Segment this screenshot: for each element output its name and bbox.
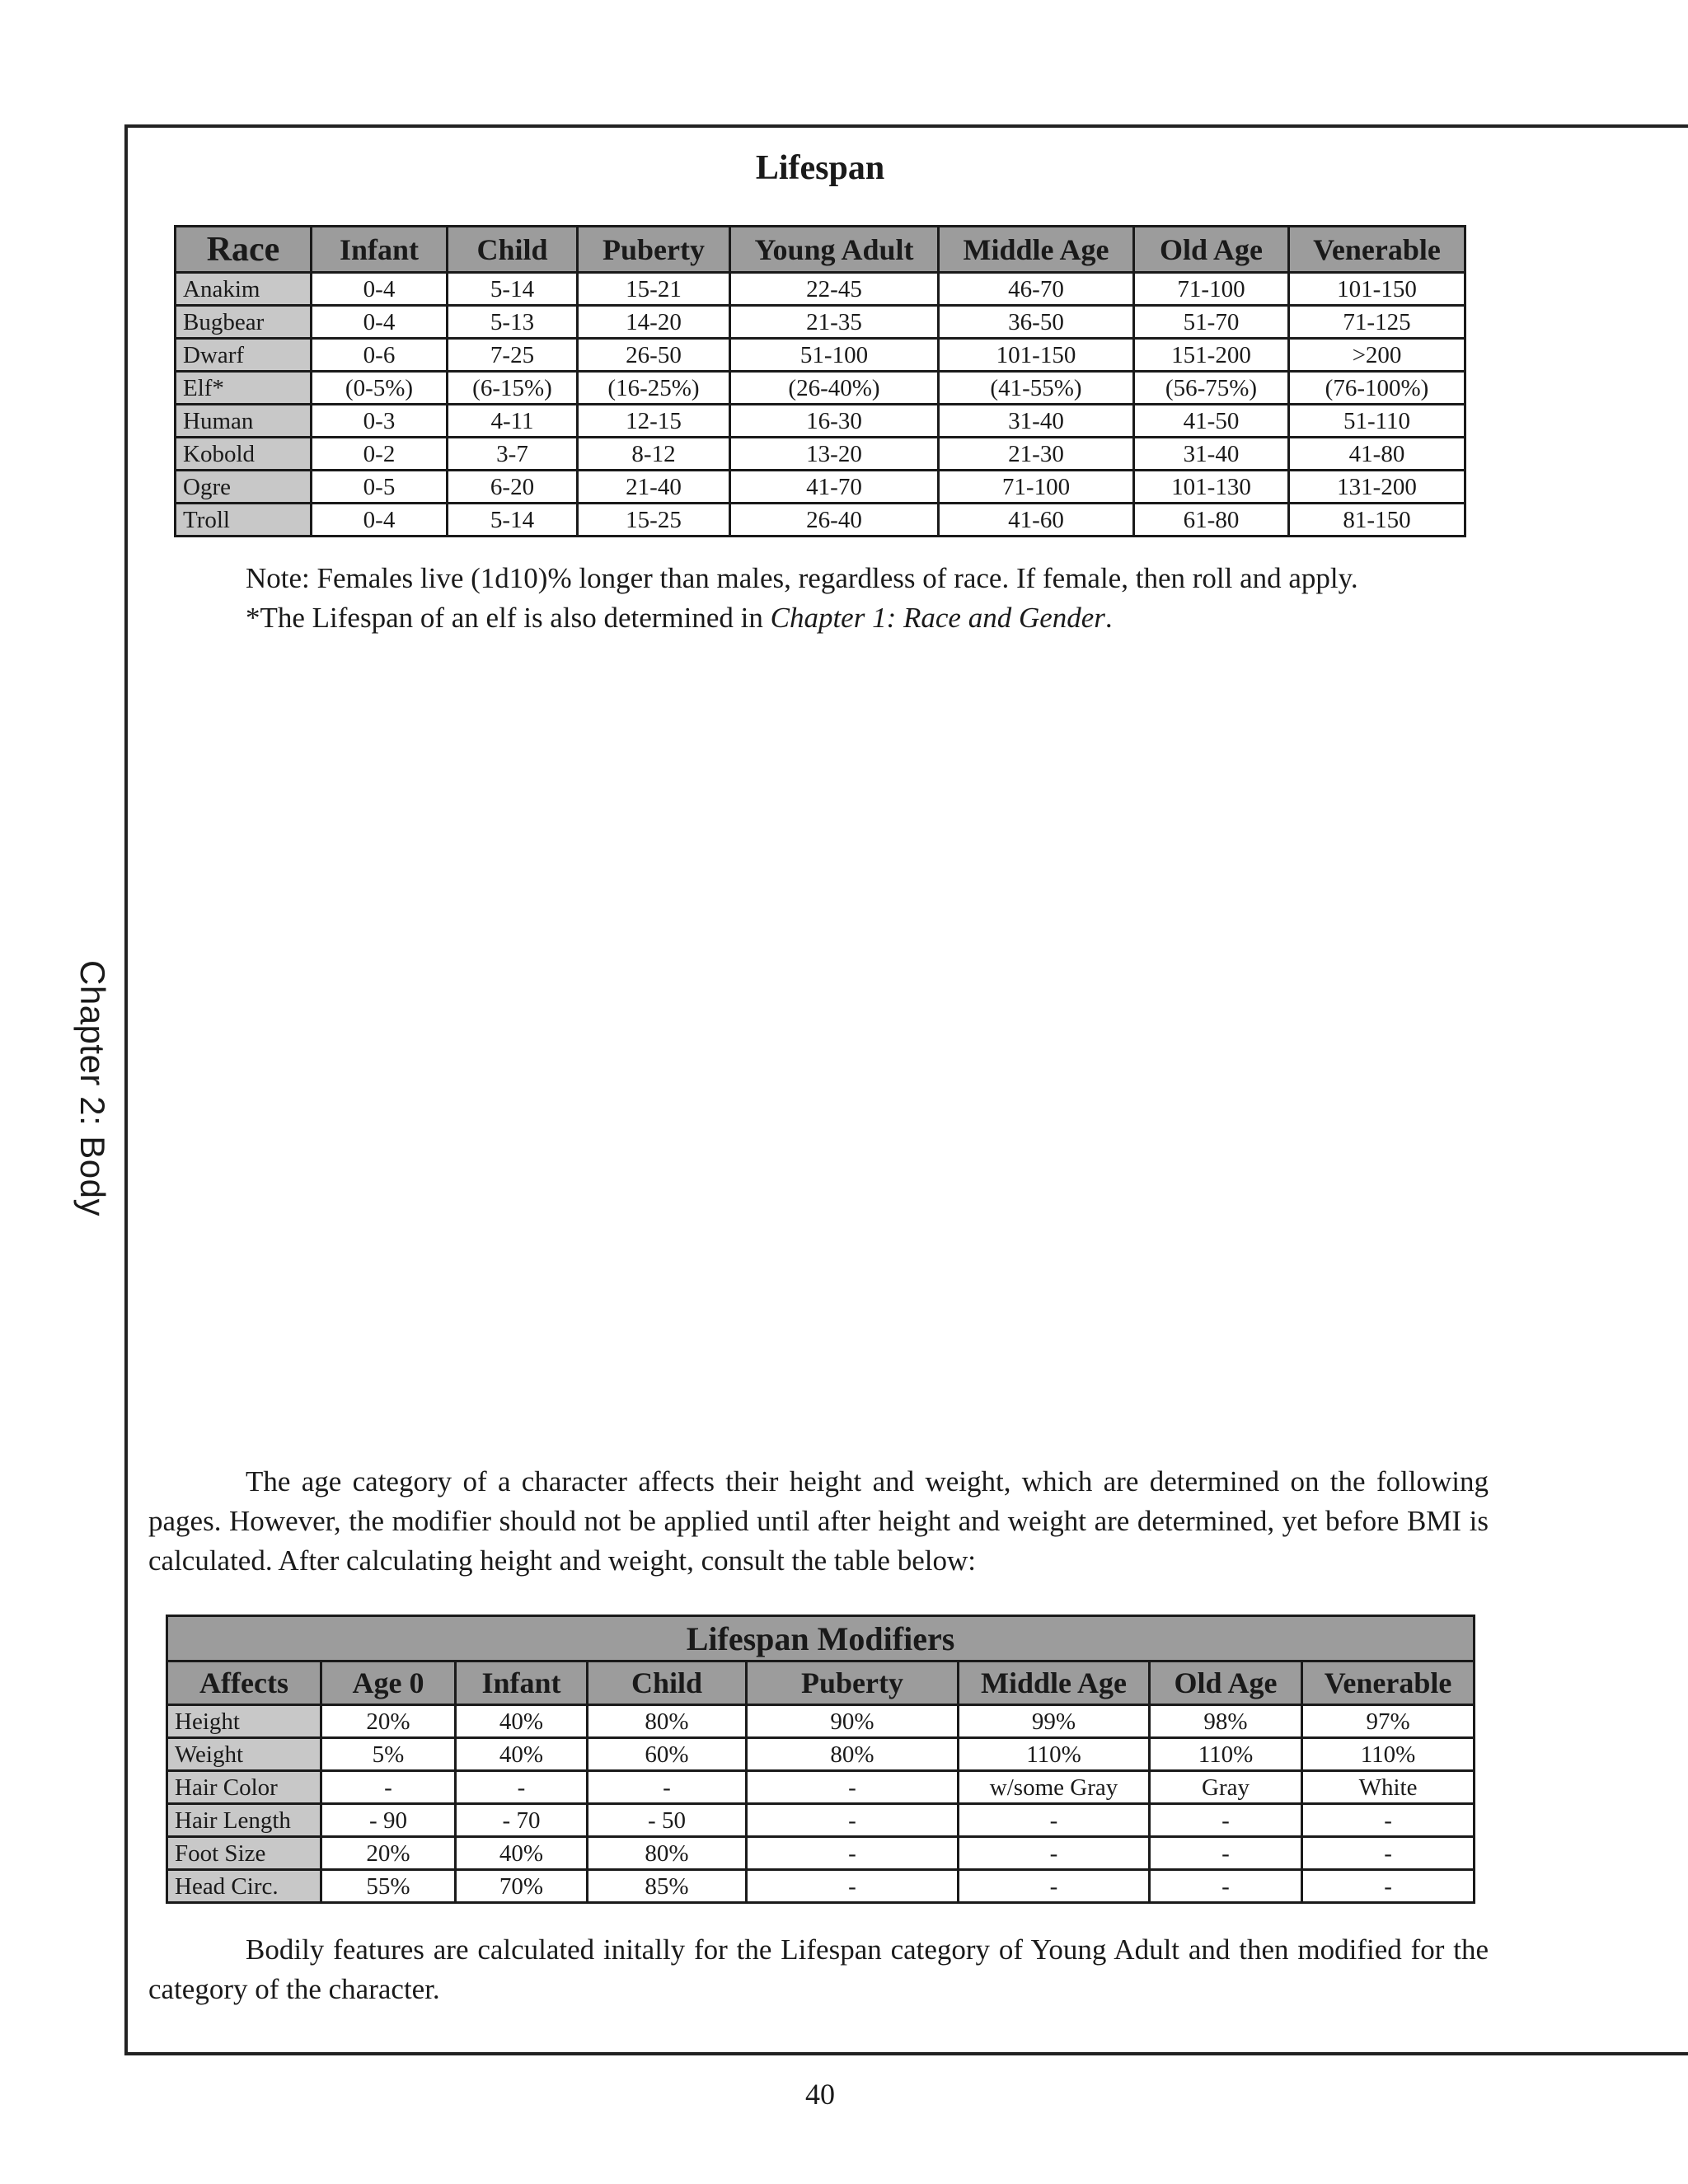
table-cell: 21-30 [939, 438, 1134, 471]
table-cell: 61-80 [1134, 504, 1289, 537]
table-row [167, 1837, 1475, 1870]
table-cell: 101-130 [1134, 471, 1289, 504]
modifiers-header-row [167, 1661, 1475, 1705]
table-cell: 151-200 [1134, 339, 1289, 372]
table-cell: (26-40%) [730, 372, 939, 405]
table-cell: 51-100 [730, 339, 939, 372]
table-cell: 0-4 [312, 504, 448, 537]
table-cell: - [1302, 1870, 1475, 1903]
table-cell: 85% [588, 1870, 747, 1903]
table-cell: 80% [747, 1738, 959, 1771]
table-cell: 41-80 [1289, 438, 1465, 471]
column-header: Old Age [1150, 1661, 1302, 1705]
column-header: Young Adult [730, 227, 939, 273]
table-row [176, 504, 1465, 537]
table-cell: 31-40 [939, 405, 1134, 438]
table-cell: w/some Gray [959, 1771, 1150, 1804]
table-cell: - [747, 1771, 959, 1804]
table-cell: 0-6 [312, 339, 448, 372]
table-cell: - [959, 1804, 1150, 1837]
table-cell: 26-40 [730, 504, 939, 537]
table-cell: 40% [456, 1837, 588, 1870]
bodily-features-paragraph: Bodily features are calculated initally for the Lifespan category of Young Adult and then modified for the category of the character. [148, 1933, 1489, 2005]
table-cell: 22-45 [730, 273, 939, 306]
column-header: Middle Age [939, 227, 1134, 273]
table-cell: - [959, 1870, 1150, 1903]
table-cell: 97% [1302, 1705, 1475, 1738]
row-label: Anakim [176, 273, 312, 306]
table-row [176, 273, 1465, 306]
lifespan-notes [246, 559, 1498, 638]
table-cell: 110% [1150, 1738, 1302, 1771]
row-label: Elf* [176, 372, 312, 405]
table-cell: 80% [588, 1705, 747, 1738]
table-cell: 21-35 [730, 306, 939, 339]
table-cell: 41-70 [730, 471, 939, 504]
table-cell: 7-25 [448, 339, 578, 372]
table-cell: (56-75%) [1134, 372, 1289, 405]
table-cell: (6-15%) [448, 372, 578, 405]
chapter-reference: Chapter 1: Race and Gender [770, 602, 1105, 634]
table-cell: 15-25 [578, 504, 730, 537]
table-row [176, 339, 1465, 372]
elf-note-text: *The Lifespan of an elf is also determined in [246, 602, 771, 634]
table-cell: 16-30 [730, 405, 939, 438]
table-cell: 71-125 [1289, 306, 1465, 339]
elf-note [246, 598, 1498, 638]
table-cell: - 90 [321, 1804, 456, 1837]
table-row [176, 306, 1465, 339]
table-cell: 6-20 [448, 471, 578, 504]
table-cell: 51-70 [1134, 306, 1289, 339]
table-cell: - [1302, 1804, 1475, 1837]
row-label: Bugbear [176, 306, 312, 339]
table-cell: 99% [959, 1705, 1150, 1738]
table-cell: 5-14 [448, 504, 578, 537]
age-category-paragraph: The age category of a character affects their height and weight, which are determined on the following pages. However, the modifier should not be applied until after height and weight are determined, yet before BMI is calculated. After calculating height and weight, consult the table below: [148, 1465, 1489, 1577]
table-cell: - [1150, 1804, 1302, 1837]
table-cell: 131-200 [1289, 471, 1465, 504]
table-cell: - [588, 1771, 747, 1804]
table-cell: 41-60 [939, 504, 1134, 537]
table-cell: 98% [1150, 1705, 1302, 1738]
table-row [176, 405, 1465, 438]
table-cell: 8-12 [578, 438, 730, 471]
table-cell: 71-100 [939, 471, 1134, 504]
table-cell: 101-150 [939, 339, 1134, 372]
table-cell: - [321, 1771, 456, 1804]
table-cell: - [456, 1771, 588, 1804]
column-header: Affects [167, 1661, 321, 1705]
table-cell: - [747, 1804, 959, 1837]
table-row [176, 372, 1465, 405]
elf-note-end: . [1104, 602, 1113, 634]
column-header: Child [448, 227, 578, 273]
table-cell: - [1150, 1870, 1302, 1903]
table-cell: 15-21 [578, 273, 730, 306]
chapter-side-label: Chapter 2: Body [73, 960, 112, 1217]
table-cell: - [747, 1870, 959, 1903]
table-cell: - [747, 1837, 959, 1870]
table-cell: 60% [588, 1738, 747, 1771]
table-cell: 0-4 [312, 273, 448, 306]
table-cell: (0-5%) [312, 372, 448, 405]
table-row [167, 1738, 1475, 1771]
column-header: Infant [456, 1661, 588, 1705]
table-cell: - [1150, 1837, 1302, 1870]
table-cell: 55% [321, 1870, 456, 1903]
table-cell: 5-14 [448, 273, 578, 306]
lifespan-header-row [176, 227, 1465, 273]
row-label: Hair Color [167, 1771, 321, 1804]
table-cell: 3-7 [448, 438, 578, 471]
table-cell: 110% [1302, 1738, 1475, 1771]
column-header: Age 0 [321, 1661, 456, 1705]
table-row [167, 1705, 1475, 1738]
table-cell: 81-150 [1289, 504, 1465, 537]
row-label: Foot Size [167, 1837, 321, 1870]
table-cell: 12-15 [578, 405, 730, 438]
table-cell: 70% [456, 1870, 588, 1903]
lifespan-table [174, 225, 1466, 537]
table-cell: 80% [588, 1837, 747, 1870]
table-cell: 36-50 [939, 306, 1134, 339]
table-cell: 21-40 [578, 471, 730, 504]
table-cell: 46-70 [939, 273, 1134, 306]
table-row [167, 1870, 1475, 1903]
table-cell: 0-4 [312, 306, 448, 339]
table-row [167, 1804, 1475, 1837]
table-cell: 20% [321, 1705, 456, 1738]
table-cell: - 70 [456, 1804, 588, 1837]
column-header: Middle Age [959, 1661, 1150, 1705]
column-header: Race [176, 227, 312, 273]
table-cell: - [1302, 1837, 1475, 1870]
column-header: Child [588, 1661, 747, 1705]
table-cell: 14-20 [578, 306, 730, 339]
column-header: Puberty [578, 227, 730, 273]
table-cell: 101-150 [1289, 273, 1465, 306]
row-label: Kobold [176, 438, 312, 471]
page-number: 40 [805, 2078, 835, 2111]
table-cell: 40% [456, 1705, 588, 1738]
table-cell: >200 [1289, 339, 1465, 372]
table-cell: 71-100 [1134, 273, 1289, 306]
table-cell: 13-20 [730, 438, 939, 471]
table-cell: 90% [747, 1705, 959, 1738]
row-label: Troll [176, 504, 312, 537]
table-cell: Gray [1150, 1771, 1302, 1804]
table-cell: 0-5 [312, 471, 448, 504]
table-row [176, 438, 1465, 471]
row-label: Ogre [176, 471, 312, 504]
table-cell: (76-100%) [1289, 372, 1465, 405]
lifespan-modifiers-table [166, 1615, 1475, 1904]
row-label: Height [167, 1705, 321, 1738]
table-cell: White [1302, 1771, 1475, 1804]
table-cell: 4-11 [448, 405, 578, 438]
table-row [176, 471, 1465, 504]
table-cell: 41-50 [1134, 405, 1289, 438]
table-cell: 51-110 [1289, 405, 1465, 438]
table-cell: 5% [321, 1738, 456, 1771]
row-label: Weight [167, 1738, 321, 1771]
table-cell: 0-3 [312, 405, 448, 438]
column-header: Venerable [1289, 227, 1465, 273]
table-cell: 31-40 [1134, 438, 1289, 471]
table-cell: 40% [456, 1738, 588, 1771]
column-header: Venerable [1302, 1661, 1475, 1705]
row-label: Head Circ. [167, 1870, 321, 1903]
table-cell: 0-2 [312, 438, 448, 471]
row-label: Hair Length [167, 1804, 321, 1837]
table-row [167, 1771, 1475, 1804]
row-label: Dwarf [176, 339, 312, 372]
lifespan-title: Lifespan [755, 149, 885, 187]
table-cell: (16-25%) [578, 372, 730, 405]
table-cell: 20% [321, 1837, 456, 1870]
column-header: Puberty [747, 1661, 959, 1705]
table-cell: 110% [959, 1738, 1150, 1771]
female-note: Note: Females live (1d10)% longer than males, regardless of race. If female, then roll and apply. [246, 562, 1358, 594]
table-cell: - 50 [588, 1804, 747, 1837]
column-header: Old Age [1134, 227, 1289, 273]
modifiers-title: Lifespan Modifiers [167, 1616, 1475, 1661]
column-header: Infant [312, 227, 448, 273]
table-cell: 5-13 [448, 306, 578, 339]
table-cell: 26-50 [578, 339, 730, 372]
table-cell: (41-55%) [939, 372, 1134, 405]
table-cell: - [959, 1837, 1150, 1870]
row-label: Human [176, 405, 312, 438]
